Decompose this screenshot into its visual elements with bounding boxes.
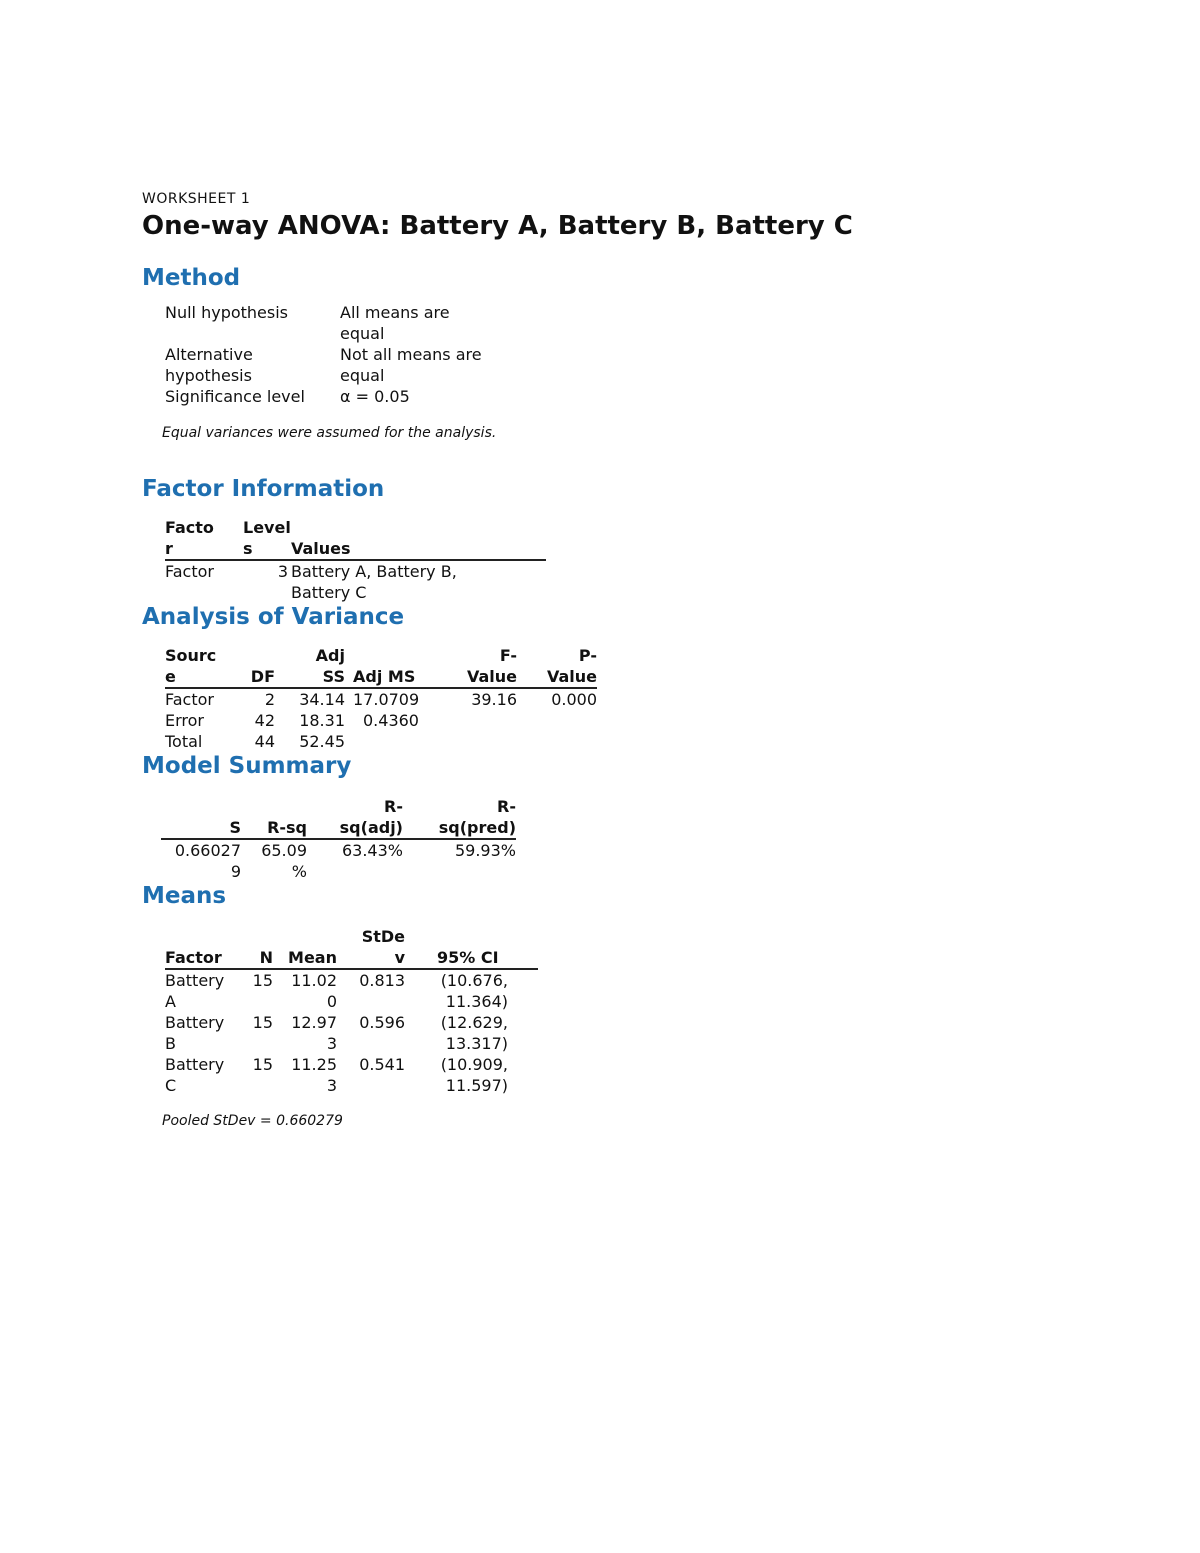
mean-cell: 11.02 0: [291, 971, 337, 1011]
n-cell: 15: [252, 1013, 273, 1032]
table-row: [165, 731, 597, 752]
p-value-cell: 0.000: [551, 690, 597, 709]
model-summary-table: [161, 796, 516, 882]
adj-ms-cell: 0.4360: [363, 711, 419, 730]
method-value: Not all means are equal: [340, 345, 482, 385]
values-cell: Battery A, Battery B, Battery C: [291, 562, 457, 602]
source-cell: Total: [165, 732, 203, 751]
col-header-s: S: [161, 796, 241, 839]
anova-heading: Analysis of Variance: [142, 604, 405, 630]
stdev-cell: 0.813: [359, 971, 405, 990]
adj-ss-cell: 34.14: [299, 690, 345, 709]
anova-table: [165, 645, 597, 752]
f-value-cell: [443, 710, 517, 731]
pooled-stdev-note: Pooled StDev = 0.660279: [162, 1113, 343, 1129]
worksheet-label: WORKSHEET 1: [142, 191, 251, 207]
col-header-levels: Level s: [243, 518, 291, 558]
table-row: [165, 969, 538, 1012]
n-cell: 15: [252, 1055, 273, 1074]
col-header-r-sq: R-sq: [241, 796, 307, 839]
df-cell: 2: [264, 690, 275, 709]
method-label: Null hypothesis: [165, 303, 289, 322]
page-title: One-way ANOVA: Battery A, Battery B, Battery C: [142, 211, 853, 241]
col-header-source: Sourc e: [165, 645, 235, 688]
factor-cell: Battery A: [165, 971, 225, 1011]
method-table: [165, 302, 482, 407]
r-sq-pred-cell: 59.93%: [454, 841, 516, 860]
col-header-df: DF: [235, 645, 275, 688]
stdev-cell: 0.541: [359, 1055, 405, 1074]
ci-cell: (10.909, 11.597): [440, 1055, 508, 1095]
col-header-ci: 95% CI: [405, 926, 538, 969]
factor-info-table: [165, 517, 546, 603]
col-header-r-sq-adj: R- sq(adj): [307, 796, 403, 839]
table-row: [165, 1012, 538, 1054]
mean-cell: 12.97 3: [291, 1013, 337, 1053]
factor-cell: Battery B: [165, 1013, 225, 1053]
means-table: [165, 926, 538, 1096]
col-header-n: N: [243, 926, 273, 969]
r-sq-cell: 65.09 %: [261, 841, 307, 881]
col-header-values: Values: [291, 517, 546, 560]
col-header-f-value: F- Value: [443, 645, 517, 688]
factor-info-heading: Factor Information: [142, 476, 385, 502]
source-cell: Error: [165, 711, 204, 730]
col-header-stdev: StDe v: [337, 926, 405, 969]
document-page: [142, 190, 1042, 1130]
stdev-cell: 0.596: [359, 1013, 405, 1032]
adj-ms-cell: [345, 731, 443, 752]
adj-ss-cell: 18.31: [299, 711, 345, 730]
levels-cell: 3: [277, 562, 288, 581]
col-header-r-sq-pred: R- sq(pred): [403, 796, 516, 839]
table-row: [165, 688, 597, 710]
table-row: [165, 344, 482, 386]
col-header-mean: Mean: [273, 926, 337, 969]
table-header-row: [165, 645, 597, 688]
method-value: α = 0.05: [340, 387, 410, 406]
df-cell: 42: [254, 711, 275, 730]
table-header-row: [161, 796, 516, 839]
table-row: [165, 386, 482, 407]
p-value-cell: [517, 731, 597, 752]
col-header-adj-ss: Adj SS: [275, 645, 345, 688]
model-summary-heading: Model Summary: [142, 753, 352, 779]
col-header-adj-ms: Adj MS: [345, 645, 443, 688]
col-header-p-value: P- Value: [517, 645, 597, 688]
method-label: Significance level: [165, 387, 305, 406]
source-cell: Factor: [165, 690, 214, 709]
table-header-row: [165, 517, 546, 560]
table-row: [165, 710, 597, 731]
ci-cell: (10.676, 11.364): [440, 971, 508, 1011]
col-header-factor: Facto r: [165, 517, 243, 560]
table-row: [165, 560, 546, 603]
method-note: Equal variances were assumed for the analysis.: [162, 425, 497, 441]
mean-cell: 11.25 3: [291, 1055, 337, 1095]
factor-cell: Battery C: [165, 1055, 225, 1095]
r-sq-adj-cell: 63.43%: [341, 841, 403, 860]
f-value-cell: 39.16: [471, 690, 517, 709]
means-heading: Means: [142, 883, 227, 909]
method-value: All means are equal: [340, 303, 450, 343]
table-row: [165, 302, 482, 344]
p-value-cell: [517, 710, 597, 731]
method-label: Alternative hypothesis: [165, 345, 253, 385]
col-header-factor: Factor: [165, 926, 243, 969]
table-row: [161, 839, 516, 882]
f-value-cell: [443, 731, 517, 752]
table-row: [165, 1054, 538, 1096]
ci-cell: (12.629, 13.317): [440, 1013, 508, 1053]
table-header-row: [165, 926, 538, 969]
adj-ms-cell: 17.0709: [353, 690, 420, 709]
adj-ss-cell: 52.45: [299, 732, 345, 751]
df-cell: 44: [254, 732, 275, 751]
factor-cell: Factor: [165, 562, 214, 581]
n-cell: 15: [252, 971, 273, 990]
method-heading: Method: [142, 265, 241, 291]
s-cell: 0.66027 9: [174, 841, 241, 881]
